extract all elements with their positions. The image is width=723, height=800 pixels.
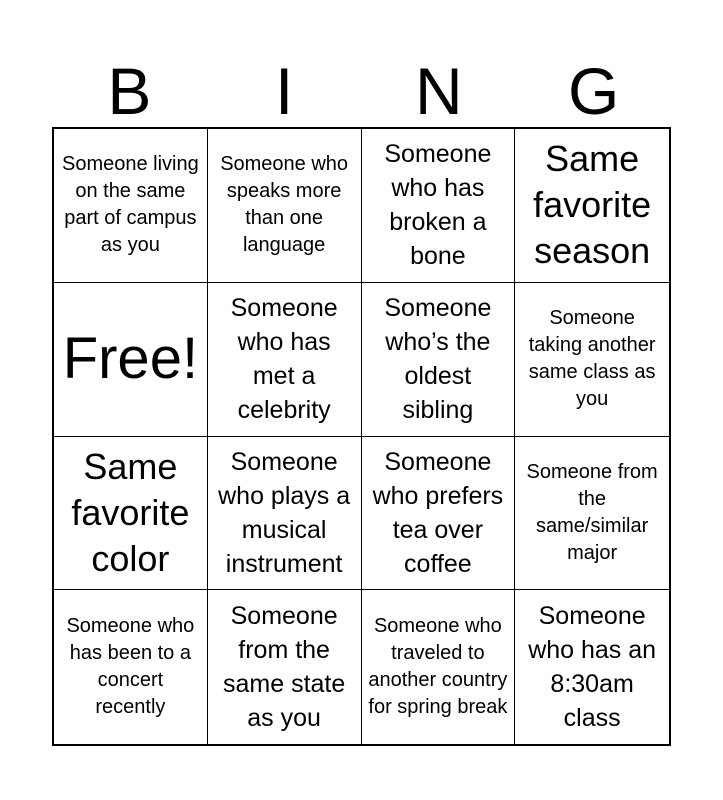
cell-text: Someone who plays a musical instrument	[218, 447, 351, 578]
bingo-cell[interactable]	[362, 129, 516, 283]
bingo-cell[interactable]	[54, 129, 208, 283]
header-letter-i: I	[274, 54, 294, 128]
header-letter-b: B	[107, 54, 152, 128]
bingo-cell[interactable]	[54, 590, 208, 744]
bingo-cell[interactable]	[362, 283, 516, 437]
bingo-cell[interactable]	[362, 590, 516, 744]
cell-text: Someone who has met a celebrity	[230, 294, 338, 425]
bingo-cell[interactable]	[515, 129, 669, 283]
bingo-cell[interactable]	[208, 129, 362, 283]
cell-text: Someone from the same/similar major	[526, 460, 658, 564]
header-letter-n: N	[415, 54, 463, 128]
bingo-header	[52, 55, 671, 127]
cell-text: Someone who has broken a bone	[384, 140, 492, 271]
cell-text: Someone living on the same part of campus as you	[62, 153, 199, 257]
bingo-cell[interactable]	[515, 283, 669, 437]
cell-text: Someone who prefers tea over coffee	[372, 447, 504, 578]
cell-text: Same favorite color	[71, 445, 190, 579]
bingo-cell[interactable]	[515, 590, 669, 744]
bingo-cell[interactable]	[208, 437, 362, 591]
bingo-board	[52, 127, 671, 746]
cell-text: Someone who has an 8:30am class	[528, 602, 657, 733]
cell-text: Someone who’s the oldest sibling	[384, 294, 492, 425]
free-space-cell[interactable]	[54, 283, 208, 437]
bingo-cell[interactable]	[208, 283, 362, 437]
cell-text: Someone from the same state as you	[222, 602, 346, 733]
bingo-cell[interactable]	[515, 437, 669, 591]
free-space-text: Free!	[62, 326, 199, 392]
header-letter-g: G	[567, 54, 620, 128]
cell-text: Same favorite season	[533, 138, 652, 272]
bingo-cell[interactable]	[54, 437, 208, 591]
cell-text: Someone who has been to a concert recently	[66, 615, 195, 719]
cell-text: Someone who speaks more than one language	[220, 153, 349, 257]
cell-text: Someone who traveled to another country for spring break	[368, 615, 508, 719]
cell-text: Someone taking another same class as you	[528, 307, 656, 411]
bingo-cell[interactable]	[362, 437, 516, 591]
bingo-cell[interactable]	[208, 590, 362, 744]
